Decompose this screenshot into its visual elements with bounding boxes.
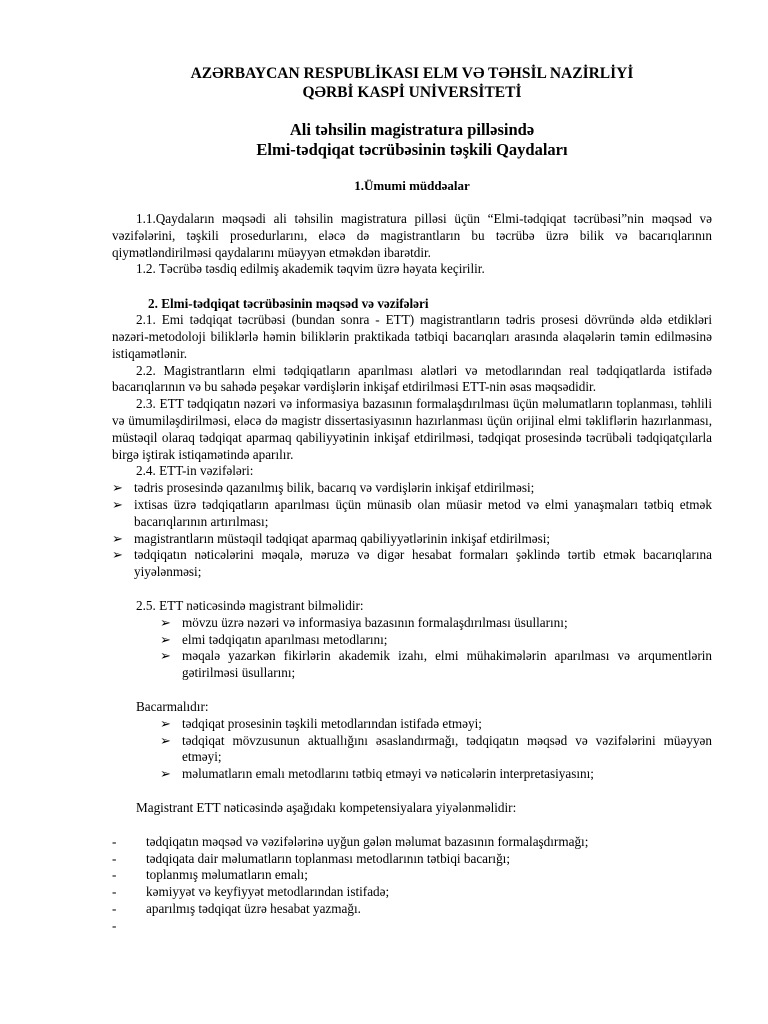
arrow-bullet-icon: ➢ [160,732,172,748]
paragraph-2-5-label: 2.5. ETT nəticəsində magistrant bilməlidir: [136,597,364,613]
arrow-bullet-icon: ➢ [112,480,124,496]
dash-bullet-icon: - [112,833,117,849]
list-item-text: tədqiqatın məqsəd və vəzifələrinə uyğun gələn məlumat bazasının formalaşdırmağı; [146,833,589,849]
list-item [160,716,712,733]
paragraph-2-2: 2.2. Magistrantların elmi tədqiqatların aparılması alətləri və metodlarından real tədqiqatlarda istifadə bacarıqlarının və bu sahədə peşəkar vərdişlərin inkişaf etdirilməsi ETT-nin əsas məqsədidir. [112,362,712,395]
skills-list [160,716,712,783]
list-item-text: aparılmış tədqiqat üzrə hesabat yazmağı. [146,900,361,916]
paragraph-2-4-label: 2.4. ETT-in vəzifələri: [136,463,254,479]
paragraph-2-1: 2.1. Emi tədqiqat təcrübəsi (bundan sonra - ETT) magistrantların tədris prosesi dövründə əldə etdikləri nəzəri-metodoloji biliklərlə həmin biliklərin praktikada tətbiqi bacarıqları arasında əlaqələrin təmin edilməsinə istiqamətlənir. [112,312,712,361]
paragraph-1-1: 1.1.Qaydaların məqsədi ali təhsilin magistratura pilləsi üçün “Elmi-tədqiqat təcrübəsi”nin məqsəd və vəzifələrini, təşkili prosedurlarını, eləcə də magistrantların bu təcrübə üzrə bilik və bacarıqlarının qiymətləndirilməsi qaydalarını müəyyən etməkdən ibarətdir. [112,211,712,260]
dash-bullet-icon: - [112,867,117,883]
list-item [160,632,712,649]
arrow-bullet-icon: ➢ [160,766,172,782]
dash-bullet-icon: - [112,900,117,916]
arrow-bullet-icon: ➢ [160,614,172,630]
list-item-text: magistrantların müstəqil tədqiqat aparmaq qabiliyyətlərinin inkişaf etdirilməsi; [134,530,551,546]
skills-label: Bacarmalıdır: [136,698,209,714]
document-title-line-2: Elmi-tədqiqat təcrübəsinin təşkili Qaydaları [256,140,568,159]
list-item [112,867,712,884]
competencies-label: Magistrant ETT nəticəsində aşağıdakı kompetensiyalara yiyələnməlidir: [136,799,517,815]
list-item [112,884,712,901]
arrow-bullet-icon: ➢ [160,648,172,664]
list-item [112,851,712,868]
university-name: QƏRBİ KASPİ UNİVERSİTETİ [302,84,522,101]
list-item [112,901,712,918]
list-item [160,615,712,632]
list-item [112,497,712,531]
list-item-text: tədqiqata dair məlumatların toplanması metodlarının tətbiqi bacarığı; [146,850,511,866]
dash-bullet-icon: - [112,884,117,900]
list-item [112,547,712,581]
list-item-text: tədqiqat mövzusunun aktuallığını əsaslandırmağı, tədqiqatın məqsəd və vəzifələrini müəyyən etməyi; [182,732,712,765]
list-item-text: toplanmış məlumatların emalı; [146,867,308,883]
list-item [112,480,712,497]
competencies-list [112,834,712,935]
arrow-bullet-icon: ➢ [160,715,172,731]
section-1-heading: 1.Ümumi müddəalar [354,178,470,193]
list-item [112,834,712,851]
paragraph-1-2: 1.2. Təcrübə təsdiq edilmiş akademik təqvim üzrə həyata keçirilir. [136,261,485,277]
list-item [112,531,712,548]
knowledge-list [160,615,712,682]
list-item [160,648,712,682]
dash-bullet-icon: - [112,917,117,933]
list-item [160,766,712,783]
section-2-heading: 2. Elmi-tədqiqat təcrübəsinin məqsəd və vəzifələri [148,296,429,312]
list-item [160,733,712,767]
tasks-list [112,480,712,581]
list-item-text: tədris prosesində qazanılmış bilik, bacarıq və vərdişlərin inkişaf etdirilməsi; [134,480,535,496]
list-item-text: tədqiqat prosesinin təşkili metodlarından istifadə etməyi; [182,715,482,731]
list-item-text: məqalə yazarkən fikirlərin akademik izahı, elmi mühakimələrin aparılması və arqumentlərin gətirilməsi üsullarını; [182,648,712,681]
list-item-text: kəmiyyət və keyfiyyət metodlarından istifadə; [146,884,390,900]
document-title-line-1: Ali təhsilin magistratura pilləsində [289,120,535,139]
list-item-text: məlumatların emalı metodlarını tətbiq etməyi və nəticələrin interpretasiyasını; [182,766,594,782]
list-item [112,918,712,935]
list-item-text: elmi tədqiqatın aparılması metodlarını; [182,631,388,647]
list-item-text: ixtisas üzrə tədqiqatların aparılması üçün münasib olan müasir metod və elmi yanaşmaları tətbiq etmək bacarıqlarının artırılması; [134,496,712,529]
arrow-bullet-icon: ➢ [112,547,124,563]
paragraph-2-3: 2.3. ETT tədqiqatın nəzəri və informasiya bazasının formalaşdırılması üçün məlumatların toplanması, təhlili və ümumiləşdirilməsi, eləcə də magistr dissertasiyasının hazırlanması üçün orijinal elmi təkliflərin hazırlanması, müstəqil olaraq tədqiqat aparmaq qabiliyyətinin inkişaf etdirilməsi, tədqiqat prosesində təcrübəli tədqiqatçılarla birgə iştirak istiqamətində aparılır. [112,396,712,462]
ministry-name: AZƏRBAYCAN RESPUBLİKASI ELM VƏ TƏHSİL NAZİRLİYİ [190,65,634,82]
list-item-text: mövzu üzrə nəzəri və informasiya bazasının formalaşdırılması üsullarını; [182,614,568,630]
arrow-bullet-icon: ➢ [112,530,124,546]
arrow-bullet-icon: ➢ [160,631,172,647]
dash-bullet-icon: - [112,850,117,866]
list-item-text: tədqiqatın nəticələrini məqalə, məruzə və digər hesabat formaları şəklində tərtib etmək bacarıqlarına yiyələnməsi; [134,547,712,580]
arrow-bullet-icon: ➢ [112,496,124,512]
